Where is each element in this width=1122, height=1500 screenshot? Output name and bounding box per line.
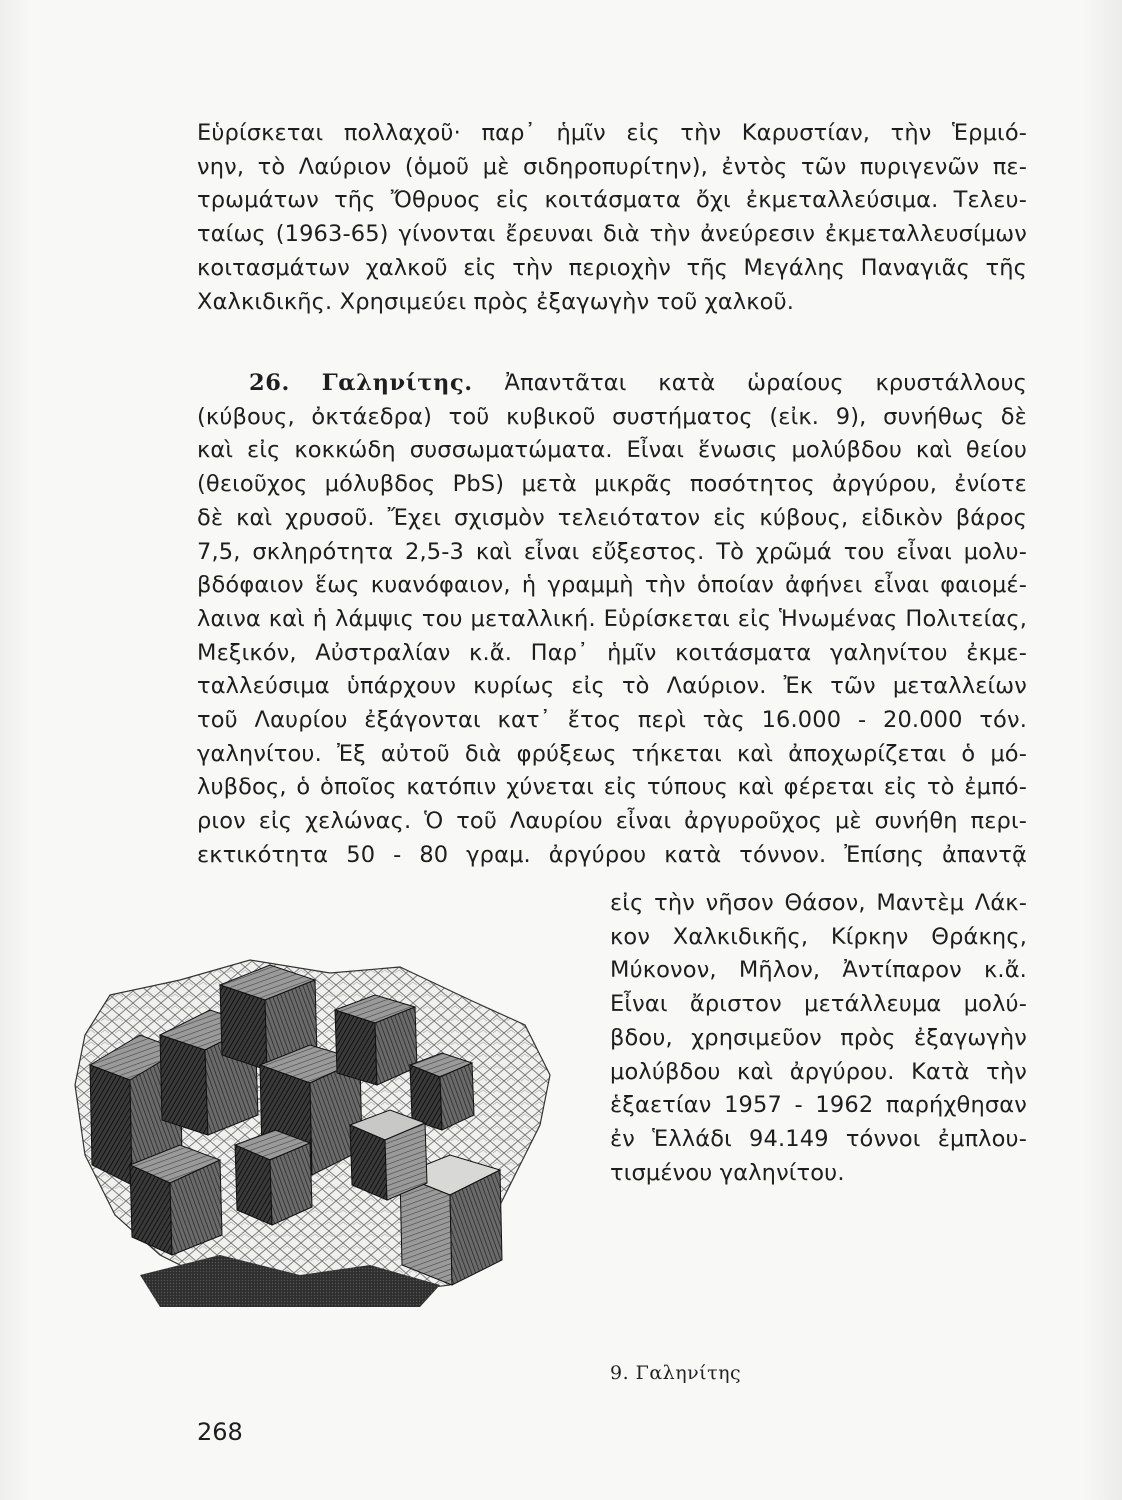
text-line: βδόφαιον ἕως κυανόφαιον, ἡ γραμμὴ τὴν ὁποίαν ἀφήνει εἶναι φαιομέ-	[197, 572, 1027, 599]
text-line: Μύκονον, Μῆλον, Ἀντίπαρον κ.ἄ.	[610, 957, 1027, 984]
text-line: εκτικότητα 50 - 80 γραμ. ἀργύρου κατὰ τόννον. Ἐπίσης ἀπαντᾷ	[197, 841, 1027, 868]
text-line: γαληνίτου. Ἐξ αὐτοῦ διὰ φρύξεως τήκεται καὶ ἀποχωρίζεται ὁ μό-	[197, 740, 1027, 767]
text-line: νην, τὸ Λαύριον (ὁμοῦ μὲ σιδηροπυρίτην), ἐντὸς τῶν πυριγενῶν πε-	[197, 153, 1027, 180]
text-line: λυβδος, ὁ ὁποῖος κατόπιν χύνεται εἰς τύπους καὶ φέρεται εἰς τὸ ἐμπό-	[197, 774, 1027, 801]
galena-heading-line	[197, 367, 1027, 401]
text-line: τοῦ Λαυρίου ἐξάγονται κατ᾽ ἔτος περὶ τὰς 16.000 - 20.000 τόν.	[197, 707, 1027, 734]
page-number: 268	[197, 1418, 243, 1446]
paragraph-chalcopyrite-occurrence	[197, 117, 1027, 319]
text-line: (θειοῦχος μόλυβδος PbS) μετὰ μικρᾶς ποσότητος ἀργύρου, ἐνίοτε	[197, 471, 1027, 498]
text-line: Ἀπαντᾶται κατὰ ὡραίους κρυστάλλους	[504, 370, 1027, 396]
text-line: τισμένου γαληνίτου.	[610, 1159, 845, 1186]
figure-caption: 9. Γαληνίτης	[610, 1362, 742, 1384]
text-line: λαινα καὶ ἡ λάμψις του μεταλλική. Εὑρίσκεται εἰς Ἡνωμένας Πολιτείας,	[197, 605, 1027, 632]
paragraph-galena-continued	[610, 887, 1027, 1190]
mineral-heading: Γαληνίτης.	[321, 370, 473, 396]
text-line: Μεξικόν, Αὐστραλίαν κ.ἄ. Παρ᾽ ἡμῖν κοιτάσματα γαληνίτου ἐκμε-	[197, 639, 1027, 666]
text-line: δὲ καὶ χρυσοῦ. Ἔχει σχισμὸν τελειότατον εἰς κύβους, εἰδικὸν βάρος	[197, 504, 1027, 531]
text-line: Εἶναι ἄριστον μετάλλευμα μολύ-	[610, 991, 1027, 1018]
text-line: ταίως (1963-65) γίνονται ἔρευναι διὰ τὴν ἀνεύρεσιν ἐκμεταλλευσίμων	[197, 221, 1027, 248]
text-line: ἐν Ἑλλάδι 94.149 τόννοι ἐμπλου-	[610, 1125, 1027, 1152]
text-line: κον Χαλκιδικῆς, Κίρκην Θράκης,	[610, 923, 1027, 950]
text-line: ἑξαετίαν 1957 - 1962 παρήχθησαν	[610, 1092, 1027, 1119]
text-line: 7,5, σκληρότητα 2,5-3 καὶ εἶναι εὔξεστος. Τὸ χρῶμά του εἶναι μολυ-	[197, 538, 1027, 565]
paragraph-galena	[197, 367, 1027, 873]
text-line: εἰς τὴν νῆσον Θάσον, Μαντὲμ Λάκ-	[610, 890, 1027, 916]
text-line: κοιτασμάτων χαλκοῦ εἰς τὴν περιοχὴν τῆς Μεγάλης Παναγιᾶς τῆς	[197, 254, 1027, 281]
text-line: μολύβδου καὶ ἀργύρου. Κατὰ τὴν	[610, 1058, 1027, 1085]
galena-crystal-illustration	[70, 955, 600, 1310]
text-line: (κύβους, ὀκτάεδρα) τοῦ κυβικοῦ συστήματος (εἰκ. 9), συνήθως δὲ	[197, 403, 1027, 430]
text-line: ταλλεύσιμα ὑπάρχουν κυρίως εἰς τὸ Λαύριον. Ἐκ τῶν μεταλλείων	[197, 673, 1027, 700]
text-line: τρωμάτων τῆς Ὄθρυος εἰς κοιτάσματα ὄχι ἐκμεταλλεύσιμα. Τελευ-	[197, 187, 1027, 214]
text-line: Χαλκιδικῆς. Χρησιμεύει πρὸς ἐξαγωγὴν τοῦ χαλκοῦ.	[197, 288, 795, 315]
text-line: ριον εἰς χελώνας. Ὁ τοῦ Λαυρίου εἶναι ἀργυροῦχος μὲ συνήθη περι-	[197, 808, 1027, 835]
text-line: καὶ εἰς κοκκώδη συσσωματώματα. Εἶναι ἕνωσις μολύβδου καὶ θείου	[197, 437, 1027, 464]
text-line: βδου, χρησιμεῦον πρὸς ἐξαγωγὴν	[610, 1024, 1027, 1051]
section-number: 26.	[249, 370, 290, 396]
text-line: Εὑρίσκεται πολλαχοῦ· παρ᾽ ἡμῖν εἰς τὴν Καρυστίαν, τὴν Ἑρμιό-	[197, 120, 1027, 146]
